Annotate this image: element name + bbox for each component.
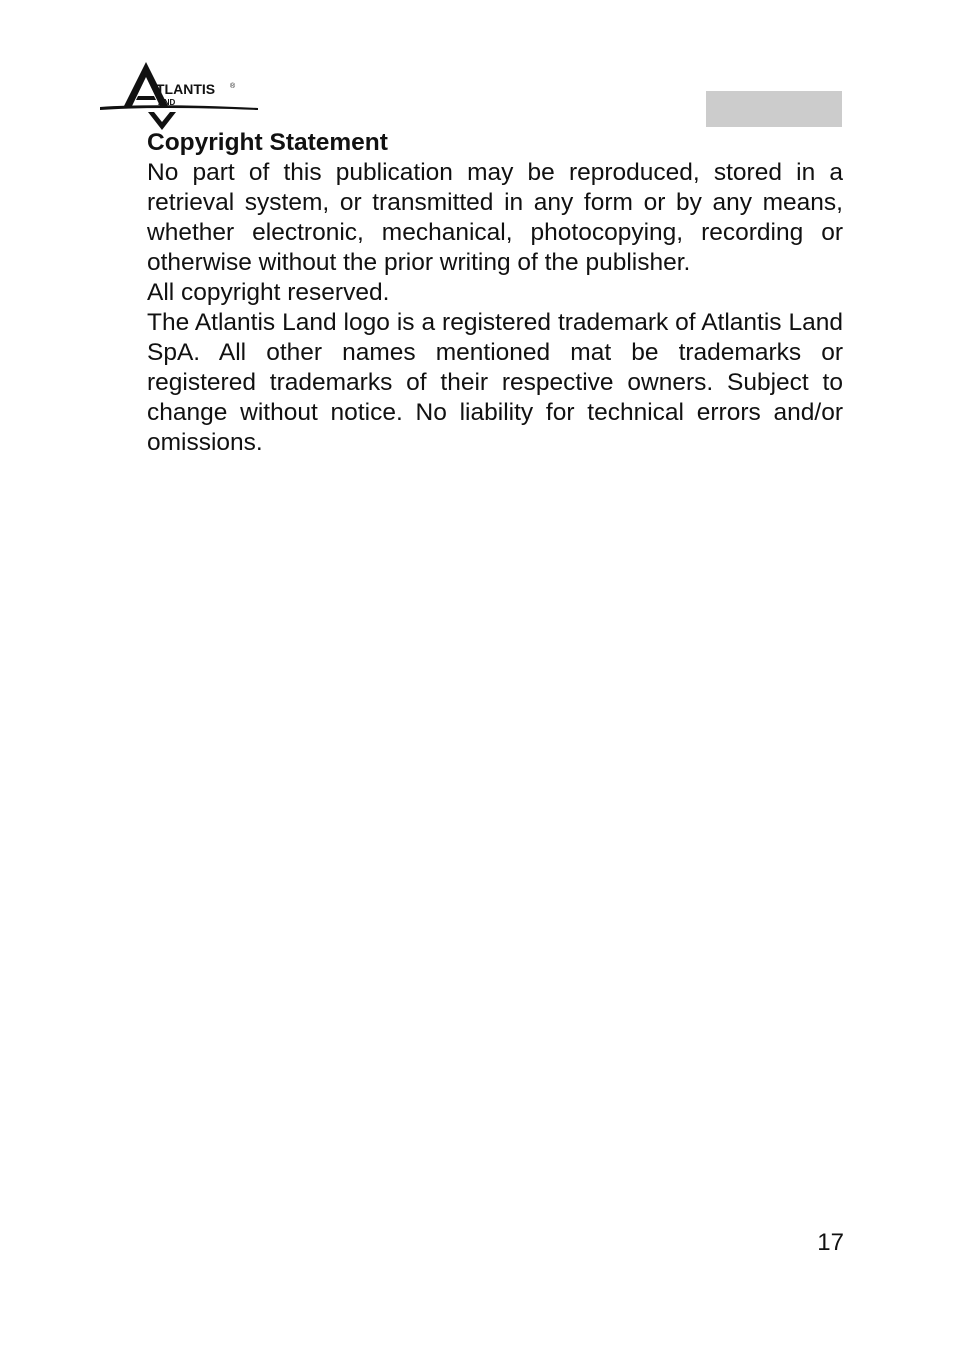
paragraph-trademark: The Atlantis Land logo is a registered trademark of Atlantis Land SpA. All other names mentioned mat be trademarks or registered trademarks of their respective owners. Subject to change without notice. No liability for technical errors and/or omissions. bbox=[147, 309, 843, 456]
copyright-section bbox=[147, 128, 843, 458]
logo-main-text: TLANTIS bbox=[156, 81, 216, 97]
atlantis-land-logo bbox=[98, 60, 260, 132]
page-number: 17 bbox=[817, 1229, 844, 1256]
header-gray-tab bbox=[706, 91, 842, 127]
paragraph-rights: All copyright reserved. bbox=[147, 279, 390, 306]
paragraph-reproduction: No part of this publication may be reproduced, stored in a retrieval system, or transmitted in any form or by any means, whether electronic, mechanical, photocopying, recording or otherwise without the prior writing of the publisher. bbox=[147, 159, 843, 276]
logo-sub-text: AND bbox=[158, 98, 176, 107]
logo-registered-mark: ® bbox=[230, 83, 236, 90]
section-title: Copyright Statement bbox=[147, 129, 388, 156]
